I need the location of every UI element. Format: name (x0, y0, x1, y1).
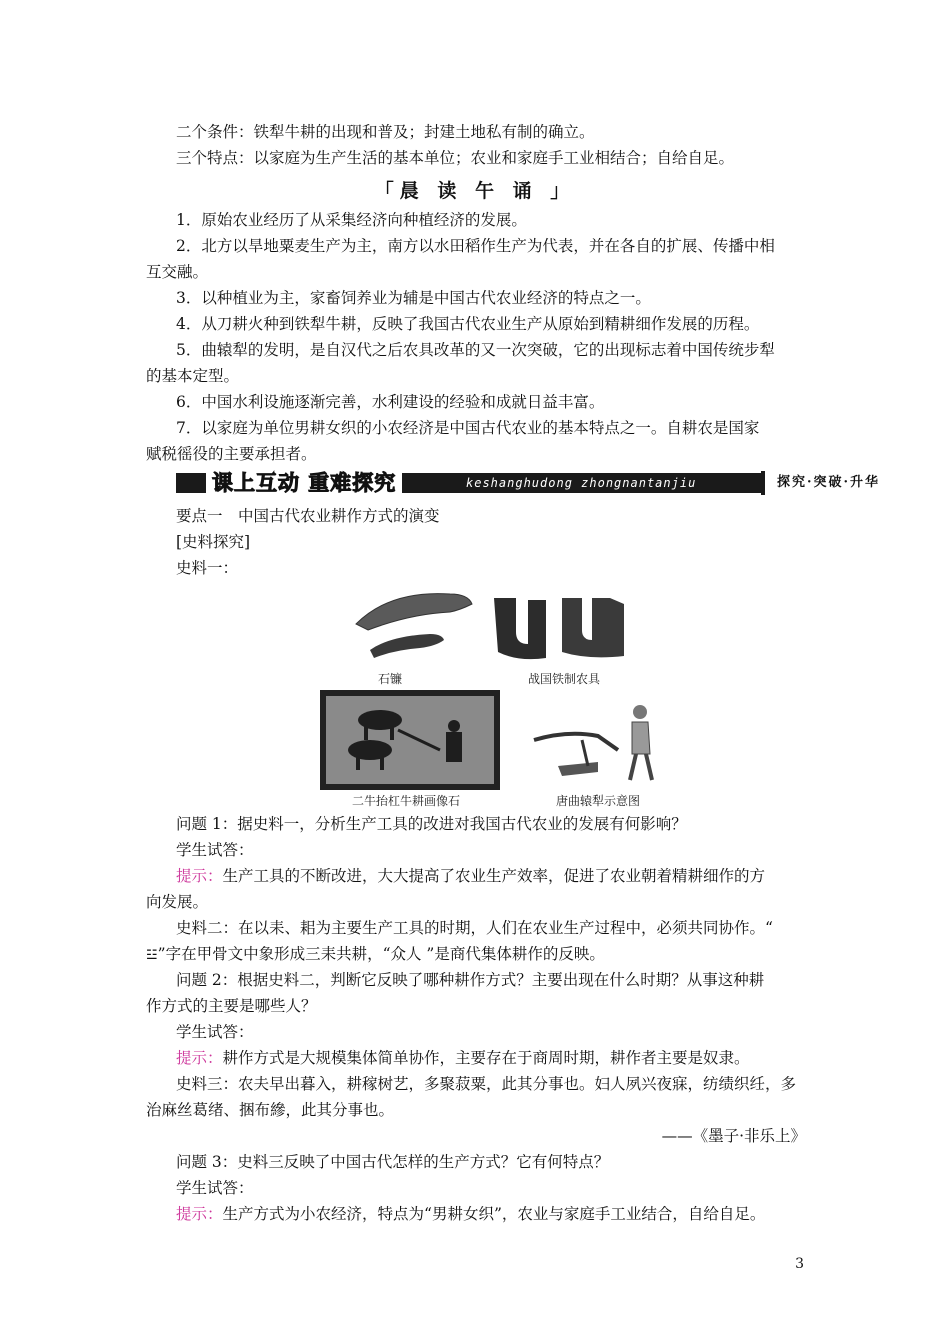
summary-features: 三个特点：以家庭为生产生活的基本单位；农业和家庭手工业相结合；自给自足。 (176, 149, 735, 167)
reading-item-7-cont: 赋税徭役的主要承担者。 (146, 445, 317, 463)
banner-subtitle: 探究·突破·升华 (761, 471, 892, 495)
hint-3: 提示：生产方式为小农经济，特点为“男耕女织”，农业与家庭手工业结合，自给自足。 (176, 1205, 766, 1223)
hint-1: 提示：生产工具的不断改进，大大提高了农业生产效率，促进了农业朝着精耕细作的方 (176, 867, 766, 885)
section-banner (176, 469, 892, 497)
reading-item-6: 6．中国水利设施逐渐完善，水利建设的经验和成就日益丰富。 (176, 393, 605, 411)
hint-label: 提示： (176, 1049, 223, 1067)
plough-caption: 唐曲辕犁示意图 (556, 794, 641, 808)
answer-1-label: 学生试答： (176, 841, 254, 859)
reading-item-1: 1．原始农业经历了从采集经济向种植经济的发展。 (176, 211, 527, 229)
page-number: 3 (795, 1256, 804, 1272)
reading-item-2: 2．北方以旱地粟麦生产为主，南方以水田稻作生产为代表，并在各自的扩展、传播中相 (176, 237, 775, 255)
summary-conditions: 二个条件：铁犁牛耕的出现和普及；封建土地私有制的确立。 (176, 123, 595, 141)
reading-item-5: 5．曲辕犁的发明，是自汉代之后农具改革的又一次突破，它的出现标志着中国传统步犁 (176, 341, 775, 359)
material-2: 史料二：在以耒、耜为主要生产工具的时期，人们在农业生产过程中，必须共同协作。“ (176, 919, 773, 937)
material-2-cont: ☳”字在甲骨文中象形成三耒共耕，“众人 ”是商代集体耕作的反映。 (146, 945, 605, 963)
reading-item-3: 3．以种植业为主，家畜饲养业为辅是中国古代农业经济的特点之一。 (176, 289, 651, 307)
banner-pinyin: keshanghudong zhongnantanjiu (466, 476, 697, 490)
hint-label: 提示： (176, 1205, 223, 1223)
reading-item-2-cont: 互交融。 (146, 263, 209, 281)
sickle-caption: 石镰 (378, 672, 403, 686)
key-point-title: 要点一 中国古代农业耕作方式的演变 (176, 507, 440, 525)
banner-title: 课上互动 重难探究 (206, 468, 402, 498)
stone-sickle-image (350, 584, 480, 664)
question-2: 问题 2：根据史料二，判断它反映了哪种耕作方式？主要出现在什么时期？从事这种耕 (176, 971, 765, 989)
hint-1-cont: 向发展。 (146, 893, 209, 911)
reading-item-4: 4．从刀耕火种到铁犁牛耕，反映了我国古代农业生产从原始到精耕细作发展的历程。 (176, 315, 760, 333)
material-3-cont: 治麻丝葛绪、捆布縿，此其分事也。 (146, 1101, 395, 1119)
stone-relief-image (320, 690, 500, 790)
question-3: 问题 3：史料三反映了中国古代怎样的生产方式？它有何特点？ (176, 1153, 610, 1171)
material-3-source: ——《墨子·非乐上》 (661, 1127, 806, 1145)
answer-3-label: 学生试答： (176, 1179, 254, 1197)
question-1: 问题 1：据史料一，分析生产工具的改进对我国古代农业的发展有何影响？ (176, 815, 687, 833)
morning-reading-title: 「晨 读 午 诵 」 (374, 180, 576, 202)
oracle-glyph-icon: ☳ (146, 948, 158, 963)
hint-2: 提示：耕作方式是大规模集体简单协作，主要存在于商周时期，耕作者主要是奴隶。 (176, 1049, 750, 1067)
material-3: 史料三：农夫早出暮入，耕稼树艺，多聚菽粟，此其分事也。妇人夙兴夜寐，纺绩织纴，多 (176, 1075, 797, 1093)
curved-plough-image (528, 700, 668, 786)
reading-item-5-cont: 的基本定型。 (146, 367, 240, 385)
stone-relief-caption: 二牛抬杠牛耕画像石 (352, 794, 461, 808)
iron-tools-caption: 战国铁制农具 (528, 672, 601, 686)
material-1-label: 史料一： (176, 559, 239, 577)
answer-2-label: 学生试答： (176, 1023, 254, 1041)
hint-label: 提示： (176, 867, 223, 885)
reading-item-7: 7．以家庭为单位男耕女织的小农经济是中国古代农业的基本特点之一。自耕农是国家 (176, 419, 760, 437)
question-2-cont: 作方式的主要是哪些人？ (146, 997, 317, 1015)
explore-label: [史料探究] (176, 533, 251, 551)
iron-tools-image (488, 592, 638, 664)
